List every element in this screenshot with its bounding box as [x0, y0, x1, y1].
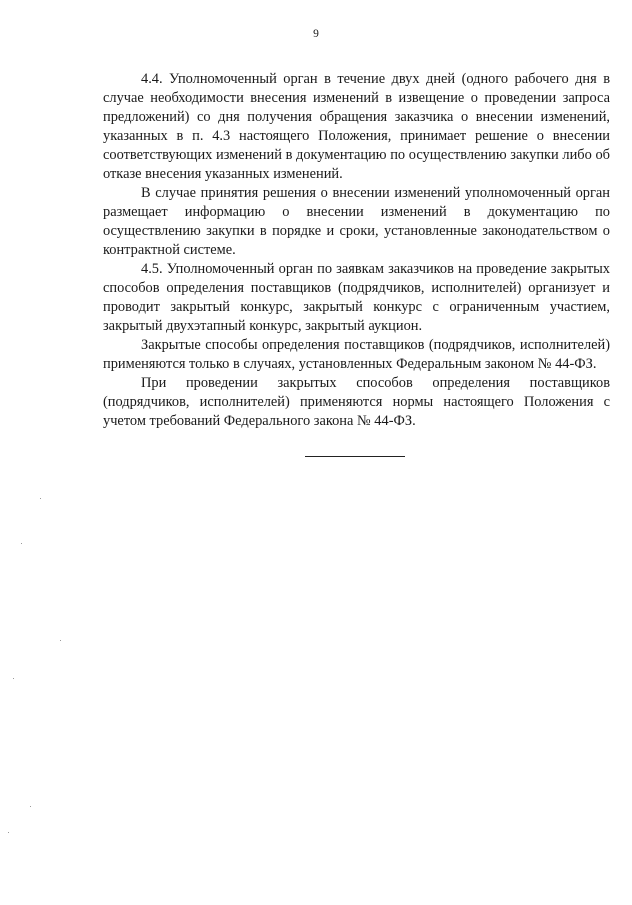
scan-speck — [8, 832, 9, 833]
paragraph-closed-methods-rules: При проведении закрытых способов определения поставщиков (подрядчиков, исполнителей) применяются нормы настоящего Положения с учетом требований Федерального закона № 44-ФЗ. — [103, 375, 610, 429]
scan-speck — [40, 498, 41, 499]
scan-speck — [30, 806, 31, 807]
page-number: 9 — [313, 28, 319, 40]
paragraph-closed-methods-usage: Закрытые способы определения поставщиков (подрядчиков, исполнителей) применяются только в случаях, установленных Федеральным законом № 44-ФЗ. — [103, 337, 610, 372]
scan-speck — [21, 543, 22, 544]
paragraph-decision-posting: В случае принятия решения о внесении изменений уполномоченный орган размещает информацию о внесении изменений в документацию по осуществлению закупки в порядке и сроки, установленные законодательством о контрактной системе. — [103, 185, 610, 258]
end-separator-line — [305, 456, 405, 457]
paragraph-4-5: 4.5. Уполномоченный орган по заявкам заказчиков на проведение закрытых способов определения поставщиков (подрядчиков, исполнителей) организует и проводит закрытый конкурс, закрытый конкурс с ограниченным участием, закрытый двухэтапный конкурс, закрытый аукцион. — [103, 261, 610, 334]
document-body — [103, 70, 610, 431]
scan-speck — [60, 640, 61, 641]
scan-speck — [13, 678, 14, 679]
paragraph-4-4: 4.4. Уполномоченный орган в течение двух дней (одного рабочего дня в случае необходимости внесения изменений в извещение о проведении запроса предложений) со дня получения обращения заказчика о внесении изменений, указанных в п. 4.3 настоящего Положения, принимает решение о внесении соответствующих изменений в документацию по осуществлению закупки либо об отказе внесения указанных изменений. — [103, 71, 610, 182]
